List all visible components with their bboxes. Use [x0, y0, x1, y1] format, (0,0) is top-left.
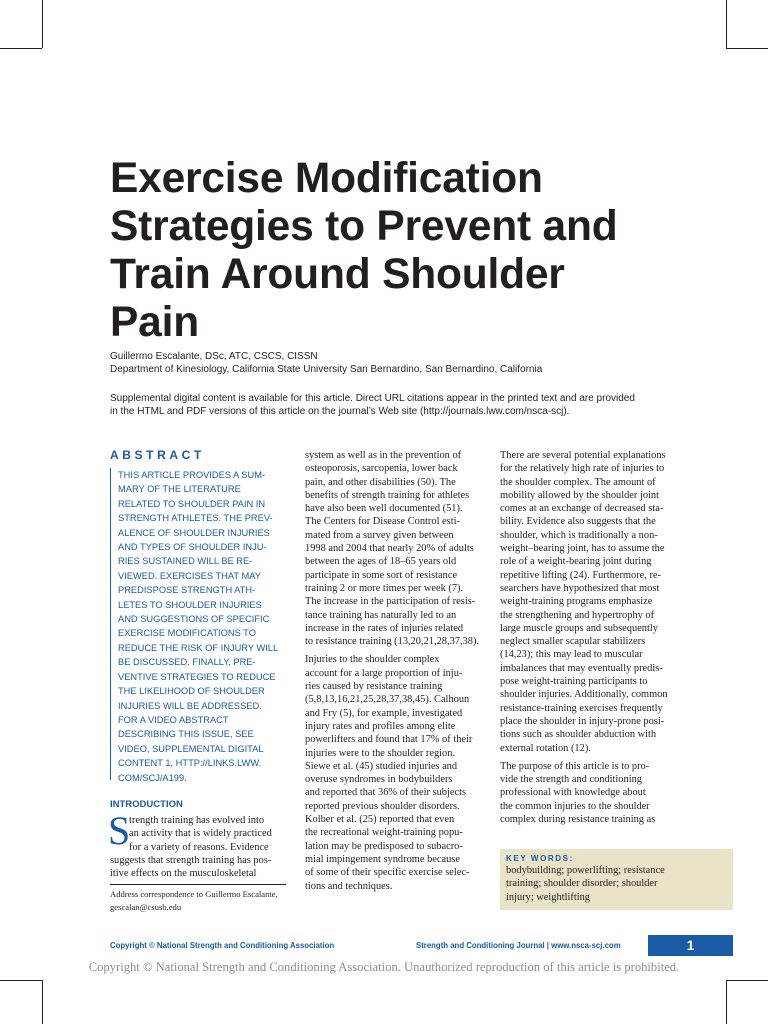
body-line: for the relatively high rate of injuries to: [500, 463, 665, 475]
body-line: comes at an exchange of decreased sta-: [500, 503, 664, 515]
body-line: to resistance training (13,20,21,28,37,38).: [305, 636, 480, 648]
abstract-line: LETES TO SHOULDER INJURIES: [118, 599, 262, 610]
introduction-body: [110, 814, 290, 880]
body-line: role of a weight-bearing joint during: [500, 556, 652, 568]
body-column-3: [500, 449, 680, 826]
abstract-line: AND SUGGESTIONS OF SPECIFIC: [118, 614, 270, 625]
body-line: mated from a survey given between: [305, 529, 454, 541]
body-line: itive effects on the musculoskeletal: [110, 868, 257, 880]
abstract-line: MARY OF THE LITERATURE: [118, 484, 241, 495]
footnote-divider: [110, 884, 286, 885]
abstract-line: FOR A VIDEO ABSTRACT: [118, 714, 229, 725]
abstract-line: BE DISCUSSED. FINALLY, PRE-: [118, 657, 256, 668]
body-line: repetitive lifting (24). Furthermore, re-: [500, 569, 661, 581]
body-line: lation may be predisposed to subacro-: [305, 840, 463, 852]
drop-cap: S: [108, 808, 131, 853]
body-column-2: [305, 449, 485, 893]
body-line: tance training has naturally led to an: [305, 609, 457, 621]
body-line: professional with knowledge about: [500, 787, 646, 799]
body-line: shoulder, which is traditionally a non-: [500, 529, 658, 541]
body-line: of some of their specific exercise selec-: [305, 867, 470, 879]
body-line: The purpose of this article is to pro-: [500, 760, 650, 772]
introduction-heading: INTRODUCTION: [110, 799, 183, 810]
body-line: trength training has evolved into: [129, 815, 265, 826]
crop-mark: [0, 980, 42, 981]
body-line: participate in some sort of resistance: [305, 569, 458, 581]
keywords-line: training; shoulder disorder; shoulder: [506, 878, 658, 890]
body-line: neglect smaller scapular stabilizers: [500, 636, 646, 648]
body-line: (14,23); this may lead to muscular: [500, 649, 643, 661]
body-line: shoulder injuries. Additionally, common: [500, 689, 668, 701]
body-line: external rotation (12).: [500, 742, 591, 754]
keywords-line: injury; weightlifting: [506, 891, 590, 903]
abstract-line: CONTENT 1, HTTP://LINKS.LWW.: [118, 758, 262, 769]
body-line: have also been well documented (51).: [305, 503, 463, 515]
crop-mark: [726, 0, 727, 48]
body-line: large muscle groups and subsequently: [500, 622, 658, 634]
supplemental-line: in the HTML and PDF versions of this article on the journal’s Web site (http://journals.lww.com/nsca-scj).: [110, 406, 570, 417]
body-line: tions and techniques.: [305, 880, 393, 892]
body-line: pose weight-training participants to: [500, 676, 648, 688]
body-line: resistance-training exercises frequently: [500, 702, 663, 714]
correspondence-line: Address correspondence to Guillermo Escalante,: [110, 889, 278, 899]
abstract-line: VIEWED. EXERCISES THAT MAY: [118, 570, 261, 581]
body-line: and Fry (5), for example, investigated: [305, 707, 463, 719]
body-line: between the ages of 18–65 years old: [305, 556, 457, 568]
body-line: the recreational weight-training popu-: [305, 827, 463, 839]
body-line: The Centers for Disease Control esti-: [305, 516, 460, 528]
abstract-line: INJURIES WILL BE ADDRESSED.: [118, 700, 262, 711]
body-line: bility. Evidence also suggests that the: [500, 516, 656, 528]
author-line: Guillermo Escalante, DSc, ATC, CSCS, CISSN: [110, 351, 318, 362]
body-line: imbalances that may eventually predis-: [500, 662, 663, 674]
body-line: The increase in the participation of resis-: [305, 596, 476, 608]
body-line: the shoulder complex. The amount of: [500, 476, 656, 488]
article-title: [110, 155, 670, 347]
abstract-line: REDUCE THE RISK OF INJURY WILL: [118, 642, 279, 653]
body-line: and reported that 36% of their subjects: [305, 787, 467, 799]
body-line: Injuries to the shoulder complex: [305, 654, 440, 666]
abstract-line: ALENCE OF SHOULDER INJURIES: [118, 527, 270, 538]
abstract-line: VENTIVE STRATEGIES TO REDUCE: [118, 671, 276, 682]
crop-mark: [0, 48, 42, 49]
abstract-heading: ABSTRACT: [110, 448, 205, 462]
body-line: injury rates and profiles among elite: [305, 720, 456, 732]
correspondence-note: [110, 888, 290, 913]
crop-mark: [42, 980, 43, 1024]
abstract-line: STRENGTH ATHLETES. THE PREV-: [118, 513, 273, 524]
supplemental-note: [110, 392, 670, 418]
body-line: account for a large proportion of inju-: [305, 667, 463, 679]
abstract-line: VIDEO, SUPPLEMENTAL DIGITAL: [118, 743, 264, 754]
abstract-line: RIES SUSTAINED WILL BE RE-: [118, 556, 253, 567]
body-line: 1998 and 2004 that nearly 20% of adults: [305, 543, 474, 555]
body-line: injuries were to the shoulder region.: [305, 747, 456, 759]
copyright-notice: Copyright © National Strength and Conditioning Association. Unauthorized reproduction of this article is prohibited.: [88, 960, 680, 974]
abstract-body: [110, 468, 290, 783]
body-line: suggests that strength training has pos-: [110, 854, 272, 866]
body-line: increase in the rates of injuries related: [305, 622, 464, 634]
abstract-line: DESCRIBING THIS ISSUE, SEE: [118, 729, 254, 740]
body-line: ries caused by resistance training: [305, 681, 443, 693]
body-line: pain, and other disabilities (50). The: [305, 476, 456, 488]
body-line: There are several potential explanations: [500, 450, 666, 461]
body-line: place the shoulder in injury-prone posi-: [500, 715, 665, 727]
footer-journal-link[interactable]: Strength and Conditioning Journal | www.nsca-scj.com: [416, 941, 621, 950]
body-line: benefits of strength training for athletes: [305, 489, 470, 501]
correspondence-email[interactable]: gescalan@csusb.edu: [110, 901, 182, 912]
body-line: mial impingement syndrome because: [305, 853, 460, 865]
body-line: for a variety of reasons. Evidence: [129, 841, 269, 853]
body-line: Kolber et al. (25) reported that even: [305, 814, 455, 826]
body-line: reported previous shoulder disorders.: [305, 800, 460, 812]
body-line: powerlifters and found that 17% of their: [305, 734, 473, 746]
body-line: the strengthening and hypertrophy of: [500, 609, 655, 621]
keywords-box: [500, 849, 733, 910]
crop-mark: [726, 980, 727, 1024]
crop-mark: [42, 0, 43, 48]
footer-copyright: Copyright © National Strength and Conditioning Association: [110, 941, 335, 950]
page-number-badge: 1: [648, 935, 733, 956]
abstract-line: AND TYPES OF SHOULDER INJU-: [118, 542, 267, 553]
keywords-label: KEY WORDS:: [506, 854, 574, 863]
body-line: weight-training programs emphasize: [500, 596, 653, 608]
body-line: system as well as in the prevention of: [305, 450, 462, 461]
body-line: Siewe et al. (45) studied injuries and: [305, 760, 458, 772]
body-line: overuse syndromes in bodybuilders: [305, 774, 453, 786]
body-line: tions such as shoulder abduction with: [500, 729, 657, 741]
title-line: Train Around Shoulder: [110, 251, 565, 298]
body-line: complex during resistance training as: [500, 814, 656, 826]
body-line: the common injuries to the shoulder: [500, 800, 650, 812]
title-line: Strategies to Prevent and: [110, 203, 618, 250]
keywords-line: bodybuilding; powerlifting; resistance: [506, 865, 665, 876]
body-line: mobility allowed by the shoulder joint: [500, 489, 660, 501]
body-line: searchers have hypothesized that most: [500, 582, 660, 594]
supplemental-line: Supplemental digital content is available for this article. Direct URL citations appear in the printed text and are provided: [110, 393, 635, 404]
crop-mark: [726, 48, 768, 49]
abstract-line: EXERCISE MODIFICATIONS TO: [118, 628, 256, 639]
title-line: Pain: [110, 299, 199, 346]
crop-mark: [726, 980, 768, 981]
affiliation-line: Department of Kinesiology, California State University San Bernardino, San Bernardino, California: [110, 364, 543, 375]
abstract-line: THE LIKELIHOOD OF SHOULDER: [118, 686, 265, 697]
body-line: osteoporosis, sarcopenia, lower back: [305, 463, 458, 475]
abstract-line: COM/SCJ/A199.: [118, 772, 187, 783]
body-line: training 2 or more times per week (7).: [305, 582, 464, 594]
keywords-text: [506, 864, 733, 904]
title-line: Exercise Modification: [110, 155, 543, 202]
abstract-line: RELATED TO SHOULDER PAIN IN: [118, 498, 266, 509]
body-line: weight–bearing joint, has to assume the: [500, 543, 665, 555]
abstract-line: THIS ARTICLE PROVIDES A SUM-: [118, 470, 266, 480]
body-line: an activity that is widely practiced: [129, 828, 272, 840]
abstract-line: PREDISPOSE STRENGTH ATH-: [118, 585, 256, 596]
body-line: (5,8,13,16,21,25,28,37,38,45). Calhoun: [305, 694, 470, 706]
body-line: vide the strength and conditioning: [500, 774, 642, 786]
